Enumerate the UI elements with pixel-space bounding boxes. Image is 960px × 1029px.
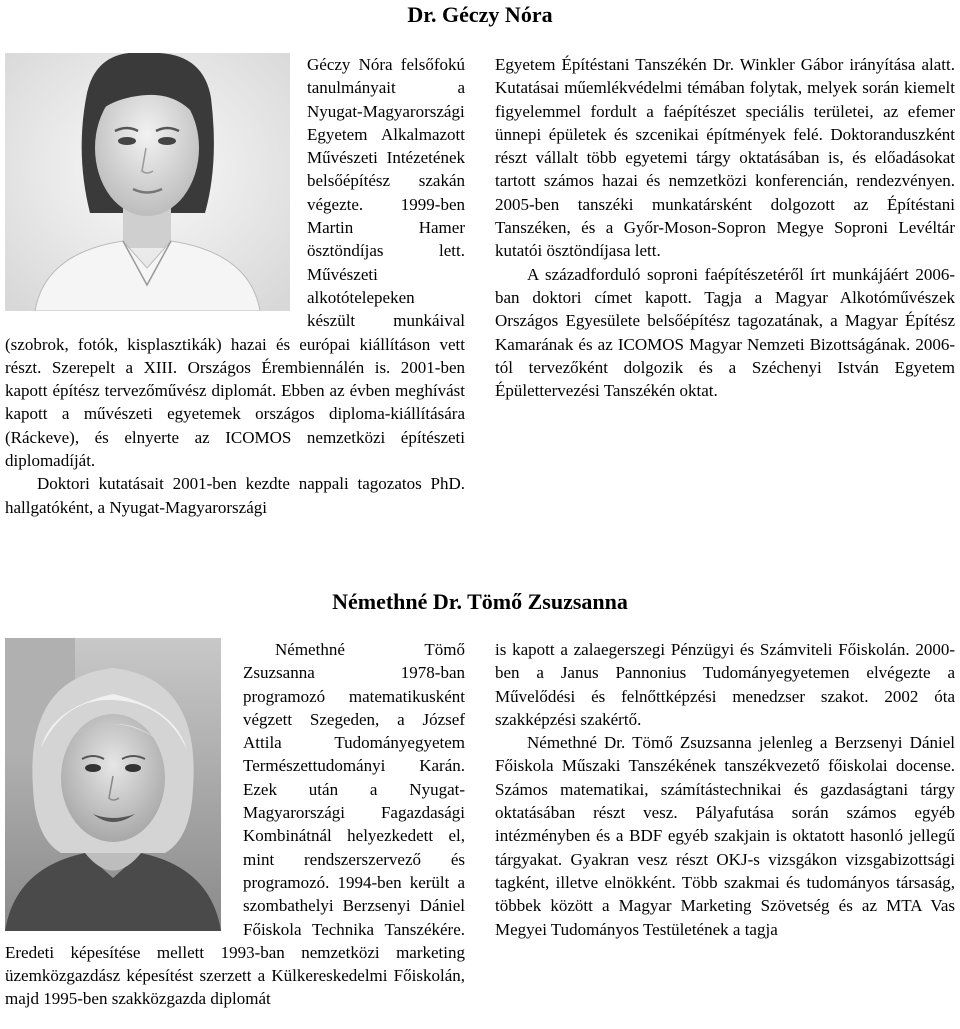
- tomo-right-column: [495, 638, 955, 941]
- tomo-bio-paragraph: is kapott a zalaegerszegi Pénzügyi és Számviteli Főiskolán. 2000-ben a Janus Pannonius Tudományegyetemen elvégezte a Művelődési és felnőttképzési menedzser szakot. 2002 óta szakképzési szakértő.: [495, 640, 955, 729]
- section-title-geczy: Dr. Géczy Nóra: [407, 2, 553, 27]
- section-title-tomo: Némethné Dr. Tömő Zsuzsanna: [332, 589, 628, 614]
- tomo-portrait-photo: [5, 638, 231, 931]
- geczy-bio-paragraph: A századforduló soproni faépítészetéről írt munkájáért 2006-ban doktori címet kapott. Tagja a Magyar Alkotóművészek Országos Egyesülete belsőépítész tagozatának, a Magyar Építész Kamarának és az ICOMOS Magyar Nemzeti Bizottságának. 2006-tól tervezőként dolgozik és a Széchenyi István Egyetem Épülettervezési Tanszékén oktat.: [495, 264, 955, 401]
- geczy-bio-paragraph: Doktori kutatásait 2001-ben kezdte nappali tagozatos PhD. hallgatóként, a Nyugat-Magyarországi: [5, 474, 465, 517]
- geczy-left-column: [5, 53, 465, 519]
- geczy-right-column: [495, 53, 955, 402]
- tomo-left-column: [5, 638, 465, 1011]
- geczy-portrait-photo: [5, 53, 295, 311]
- tomo-bio-paragraph: Némethné Dr. Tömő Zsuzsanna jelenleg a Berzsenyi Dániel Főiskola Műszaki Tanszékének tanszékvezető főiskolai docense. Számos matematikai, számítástechnikai és gazdaságtani tárgy oktatásában részt vesz. Pályafutása során számos egyéb intézményben és a BDF egyéb szakjain is oktatott hasonló jellegű tárgyakat. Gyakran vesz részt OKJ-s vizsgákon vizsgabizottsági tagként, illetve elnökként. Több szakmai és tudományos társaság, többek között a Magyar Marketing Szövetség és az MTA Vas Megyei Tudományos Testületének a tagja: [495, 733, 955, 939]
- tomo-bio-paragraph: Némethné Tömő Zsuzsanna 1978-ban programozó matematikusként végzett Szegeden, a József Attila Tudományegyetem Természettudományi Karán. Ezek után a Nyugat-Magyarországi Fagazdasági Kombinátnál helyezkedett el, mint rendszerszervező és programozó. 1994-ben került a szombathelyi Berzsenyi Dániel Főiskola Technika Tanszékére. Eredeti képesítése mellett 1993-ban nemzetközi marketing üzemközgazdász képesítést szerzett a Külkereskedelmi Főiskolán, majd 1995-ben szakközgazda diplomát: [5, 640, 465, 1009]
- geczy-bio-paragraph: Egyetem Építéstani Tanszékén Dr. Winkler Gábor irányítása alatt. Kutatásai műemlékvédelmi témában folytak, melyek során kiemelt figyelemmel fordult a faépítészet speciális területei, az efemer ünnepi épületek és szcenikai építmények felé. Doktoranduszként részt vállalt több egyetemi tárgy oktatásában is, és előadásokat tartott számos hazai és nemzetközi konferencián, rendezvényen. 2005-ben tanszéki munkatársként dolgozott az Építéstani Tanszéken, és a Győr-Moson-Sopron Megye Soproni Levéltár kutatói ösztöndíjasa lett.: [495, 55, 955, 261]
- geczy-bio-paragraph: Géczy Nóra felsőfokú tanulmányait a Nyugat-Magyarországi Egyetem Alkalmazott Művészeti Intézetének belsőépítész szakán végezte. 1999-ben Martin Hamer ösztöndíjas lett. Művészeti alkotótelepeken készült munkáival (szobrok, fotók, kisplasztikák) hazai és európai kiállításon vett részt. Szerepelt a XIII. Országos Érembiennálén is. 2001-ben kapott építész tervezőművész diplomát. Ebben az évben meghívást kapott a művészeti egyetemek országos diploma-kiállítására (Ráckeve), és elnyerte az ICOMOS nemzetközi építészeti diplomadíját.: [5, 55, 465, 471]
